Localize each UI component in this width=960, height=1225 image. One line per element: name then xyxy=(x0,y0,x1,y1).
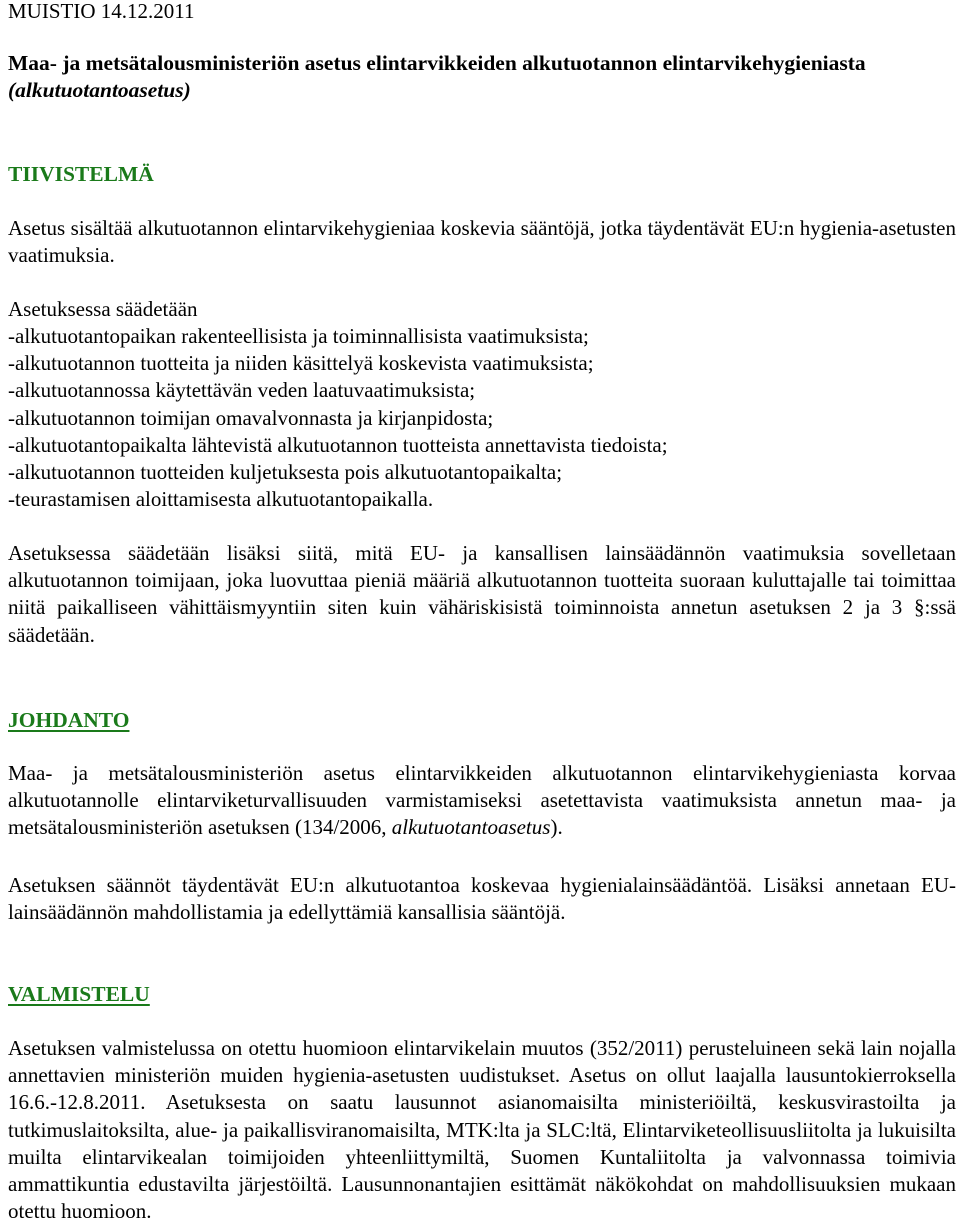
johdanto-paragraph-1 xyxy=(8,760,956,842)
list-item: -teurastamisen aloittamisesta alkutuotantopaikalla. xyxy=(8,487,434,512)
list-item: -alkutuotannon tuotteiden kuljetuksesta pois alkutuotantopaikalta; xyxy=(8,460,563,485)
section-heading-tiivistelma: TIIVISTELMÄ xyxy=(8,162,154,186)
tiivistelma-intro: Asetus sisältää alkutuotannon elintarvikehygieniaa koskevia sääntöjä, jotka täydentävät EU:n hygienia-asetusten vaatimuksia. xyxy=(8,216,956,268)
document-title-main: Maa- ja metsätalousministeriön asetus elintarvikkeiden alkutuotannon elintarvikehygieniasta xyxy=(8,51,866,75)
regulation-topic-list xyxy=(8,323,668,513)
johdanto-paragraph-2: Asetuksen säännöt täydentävät EU:n alkutuotantoa koskevaa hygienialainsäädäntöä. Lisäksi annetaan EU-lainsäädännön mahdollistamia ja edellyttämiä kansallisia sääntöjä. xyxy=(8,873,956,925)
list-item: -alkutuotannon toimijan omavalvonnasta ja kirjanpidosta; xyxy=(8,405,494,430)
memo-header: MUISTIO 14.12.2011 xyxy=(8,0,195,23)
document-title-sub: (alkutuotantoasetus) xyxy=(8,78,191,102)
list-item: -alkutuotannossa käytettävän veden laatuvaatimuksista; xyxy=(8,378,476,403)
johdanto-p1-italic: alkutuotantoasetus xyxy=(391,815,551,840)
list-item: -alkutuotantopaikalta lähtevistä alkutuotannon tuotteista annettavista tiedoista; xyxy=(8,432,668,457)
johdanto-p1-end: ). xyxy=(550,815,563,840)
section-heading-johdanto: JOHDANTO xyxy=(8,708,130,732)
valmistelu-paragraph: Asetuksen valmistelussa on otettu huomioon elintarvikelain muutos (352/2011) perusteluineen sekä lain nojalla annettavien ministeriön muiden hygienia-asetusten uudistukset. Asetus on ollut laajalla lausuntokierroksella 16.6.-12.8.2011. Asetuksesta on saatu lausunnot asianomaisilta ministeriöiltä, keskusvirastoilta ja tutkimuslaitoksilta, alue- ja paikallisviranomaisilta, MTK:lta ja SLC:ltä, Elintarviketeollisuusliitolta ja lukuisilta muilta elintarvikealan toimijoiden yhteenliittymiltä, Suomen Kuntaliitolta ja valvonnassa toimivia ammattikuntia edustavilta järjestöiltä. Lausunnonantajien esittämät näkökohdat on mahdollisuuksien mukaan otettu huomioon. xyxy=(8,1036,956,1224)
list-item: -alkutuotantopaikan rakenteellisista ja toiminnallisista vaatimuksista; xyxy=(8,324,589,348)
section-heading-valmistelu: VALMISTELU xyxy=(8,982,150,1006)
list-item: -alkutuotannon tuotteita ja niiden käsittelyä koskevista vaatimuksista; xyxy=(8,351,594,376)
johdanto-p1-text: Maa- ja metsätalousministeriön asetus elintarvikkeiden alkutuotannon elintarvikehygieniasta korvaa alkutuotannolle elintarviketurvallisuuden varmistamiseksi asetettavista vaatimuksista annetun maa- ja metsätalousministeriön asetuksen (134/2006, xyxy=(8,761,956,840)
tiivistelma-extra: Asetuksessa säädetään lisäksi siitä, mitä EU- ja kansallisen lainsäädännön vaatimuksia sovelletaan alkutuotannon toimijaan, joka luovuttaa pieniä määriä alkutuotannon tuotteita suoraan kuluttajalle tai toimittaa niitä paikalliseen vähittäismyyntiin siten kuin vähäriskisistä toiminnoista annetun asetuksen 2 ja 3 §:ssä säädetään. xyxy=(8,541,956,647)
list-intro: Asetuksessa säädetään xyxy=(8,297,198,321)
document-title xyxy=(8,50,956,104)
